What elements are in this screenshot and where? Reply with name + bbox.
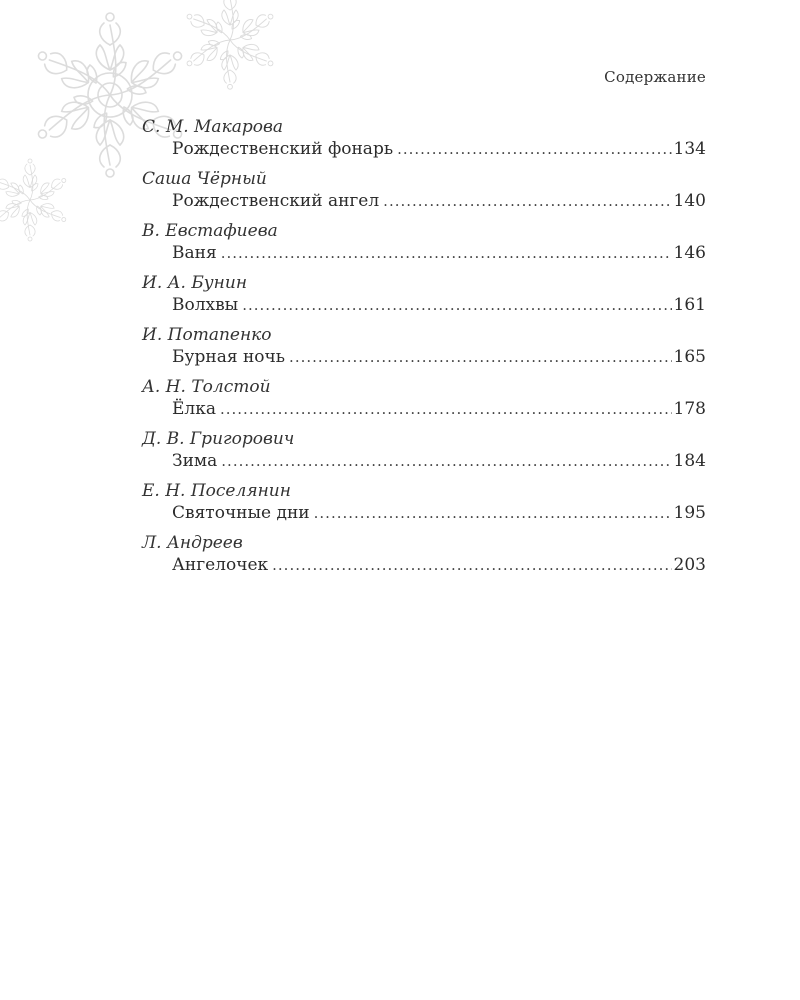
toc-entry <box>142 272 706 316</box>
toc-entry <box>142 428 706 472</box>
toc-work <box>142 242 706 264</box>
dot-leader <box>220 398 672 420</box>
dot-leader <box>397 138 671 160</box>
toc-author: В. Евстафиева <box>142 221 278 241</box>
dot-leader <box>242 294 671 316</box>
dot-leader <box>314 502 672 524</box>
toc-work <box>142 346 706 368</box>
toc-page-number: 134 <box>673 139 706 159</box>
toc-author: Л. Андреев <box>142 533 243 553</box>
dot-leader <box>221 450 671 472</box>
toc-title: Волхвы <box>172 295 239 315</box>
toc-page-number: 184 <box>673 451 706 471</box>
table-of-contents <box>142 116 706 584</box>
toc-entry <box>142 324 706 368</box>
toc-page-number: 203 <box>673 555 706 575</box>
toc-entry <box>142 168 706 212</box>
toc-title: Бурная ночь <box>172 347 286 367</box>
toc-author: Саша Чёрный <box>142 169 267 189</box>
toc-work <box>142 138 706 160</box>
dot-leader <box>272 554 671 576</box>
toc-author: С. М. Макарова <box>142 117 284 137</box>
toc-entry <box>142 532 706 576</box>
toc-title: Рождественский фонарь <box>172 139 394 159</box>
running-title: Содержание <box>604 68 706 86</box>
toc-page-number: 146 <box>673 243 706 263</box>
toc-author: Е. Н. Поселянин <box>142 481 291 501</box>
toc-work <box>142 554 706 576</box>
toc-title: Ёлка <box>172 399 216 419</box>
toc-page-number: 165 <box>673 347 706 367</box>
dot-leader <box>221 242 672 264</box>
toc-work <box>142 190 706 212</box>
dot-leader <box>383 190 671 212</box>
toc-work <box>142 450 706 472</box>
toc-author: И. Потапенко <box>142 325 272 345</box>
toc-work <box>142 502 706 524</box>
toc-title: Рождественский ангел <box>172 191 380 211</box>
toc-page-number: 140 <box>673 191 706 211</box>
toc-entry <box>142 480 706 524</box>
toc-title: Ангелочек <box>172 555 269 575</box>
toc-title: Ваня <box>172 243 217 263</box>
toc-title: Святочные дни <box>172 503 310 523</box>
toc-page-number: 195 <box>673 503 706 523</box>
toc-work <box>142 398 706 420</box>
toc-entry <box>142 220 706 264</box>
toc-entry <box>142 116 706 160</box>
dot-leader <box>289 346 672 368</box>
toc-work <box>142 294 706 316</box>
toc-page-number: 161 <box>673 295 706 315</box>
toc-page-number: 178 <box>673 399 706 419</box>
toc-title: Зима <box>172 451 218 471</box>
toc-author: И. А. Бунин <box>142 273 248 293</box>
toc-entry <box>142 376 706 420</box>
toc-author: Д. В. Григорович <box>142 429 295 449</box>
toc-author: А. Н. Толстой <box>142 377 271 397</box>
